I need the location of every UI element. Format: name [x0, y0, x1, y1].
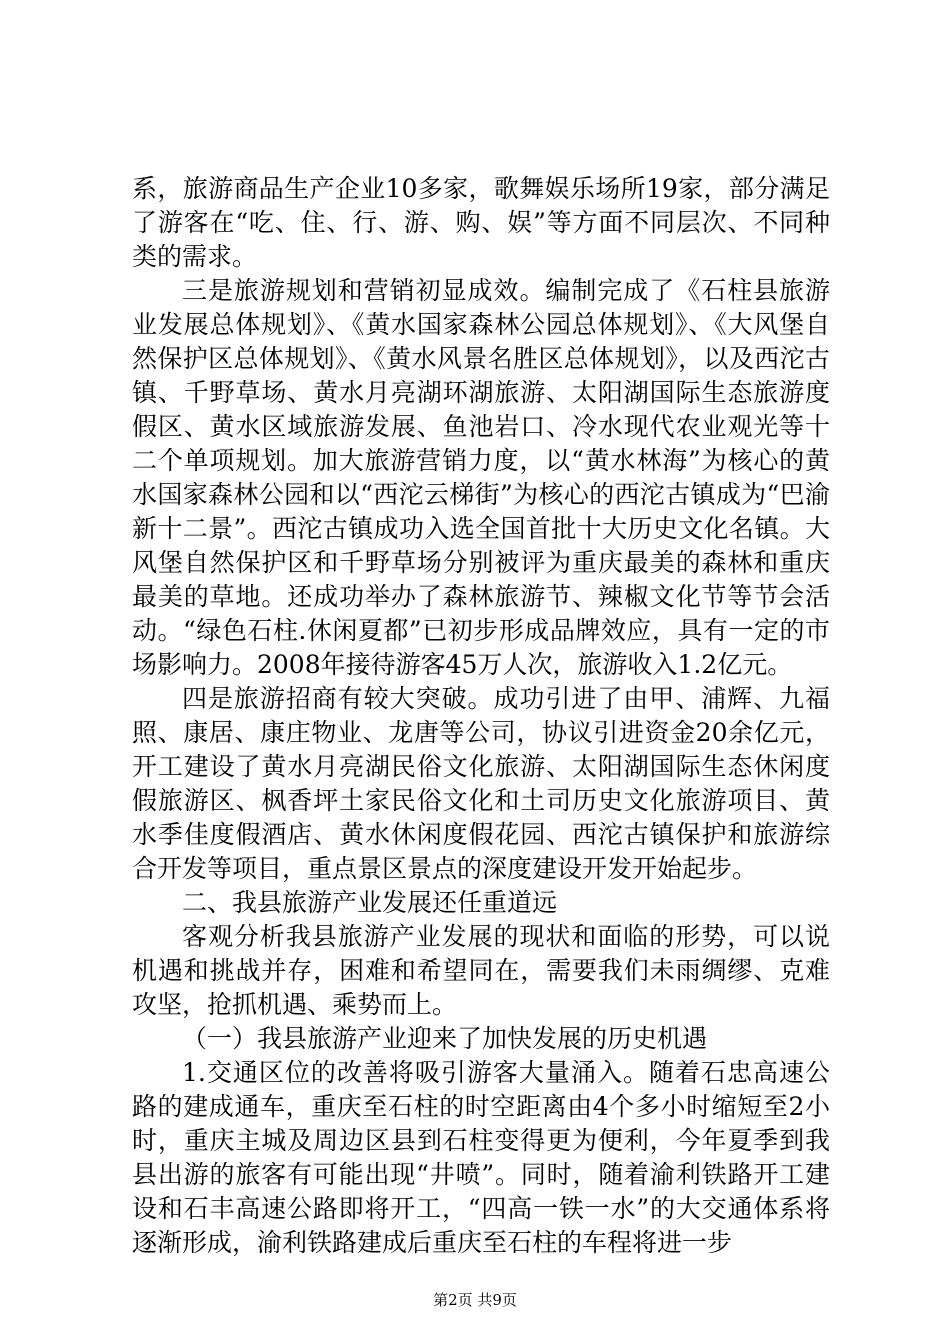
- page-number-footer: 第2页 共9页: [433, 1291, 517, 1309]
- paragraph-analysis: 客观分析我县旅游产业发展的现状和面临的形势，可以说机遇和挑战并存，困难和希望同在，需要我们未雨绸缪、克难攻坚，抢抓机遇、乘势而上。: [132, 922, 830, 1019]
- paragraph-transport: 1.交通区位的改善将吸引游客大量涌入。随着石忠高速公路的建成通车，重庆至石柱的时空距离由4个多小时缩短至2小时，重庆主城及周边区县到石柱变得更为便利，今年夏季到我县出游的旅客有可能出现“井喷”。同时，随着渝利铁路开工建设和石丰高速公路即将开工，“四高一铁一水”的大交通体系将逐渐形成，渝利铁路建成后重庆至石柱的车程将进一步: [132, 1058, 830, 1257]
- paragraph-investment: 四是旅游招商有较大突破。成功引进了由甲、浦辉、九福照、康居、康庄物业、龙唐等公司，协议引进资金20余亿元，开工建设了黄水月亮湖民俗文化旅游、太阳湖国际生态休闲度假旅游区、枫香坪土家民俗文化和土司历史文化旅游项目、黄水季佳度假酒店、黄水休闲度假花园、西沱古镇保护和旅游综合开发等项目，重点景区景点的深度建设开发开始起步。: [132, 684, 830, 883]
- document-body: [132, 172, 830, 1260]
- paragraph-continuation: 系，旅游商品生产企业10多家，歌舞娱乐场所19家，部分满足了游客在“吃、住、行、游、购、娱”等方面不同层次、不同种类的需求。: [132, 174, 830, 271]
- subsection-heading-1: （一）我县旅游产业迎来了加快发展的历史机遇: [182, 1024, 708, 1053]
- paragraph-planning-marketing: 三是旅游规划和营销初显成效。编制完成了《石柱县旅游业发展总体规划》、《黄水国家森林公园总体规划》、《大风堡自然保护区总体规划》、《黄水风景名胜区总体规划》，以及西沱古镇、千野草场、黄水月亮湖环湖旅游、太阳湖国际生态旅游度假区、黄水区域旅游发展、鱼池岩口、冷水现代农业观光等十二个单项规划。加大旅游营销力度，以“黄水林海”为核心的黄水国家森林公园和以“西沱云梯街”为核心的西沱古镇成为“巴渝新十二景”。西沱古镇成功入选全国首批十大历史文化名镇。大风堡自然保护区和千野草场分别被评为重庆最美的森林和重庆最美的草地。还成功举办了森林旅游节、辣椒文化节等节会活动。“绿色石柱.休闲夏都”已初步形成品牌效应，具有一定的市场影响力。2008年接待游客45万人次，旅游收入1.2亿元。: [132, 276, 830, 679]
- section-heading-2: 二、我县旅游产业发展还任重道远: [182, 888, 558, 917]
